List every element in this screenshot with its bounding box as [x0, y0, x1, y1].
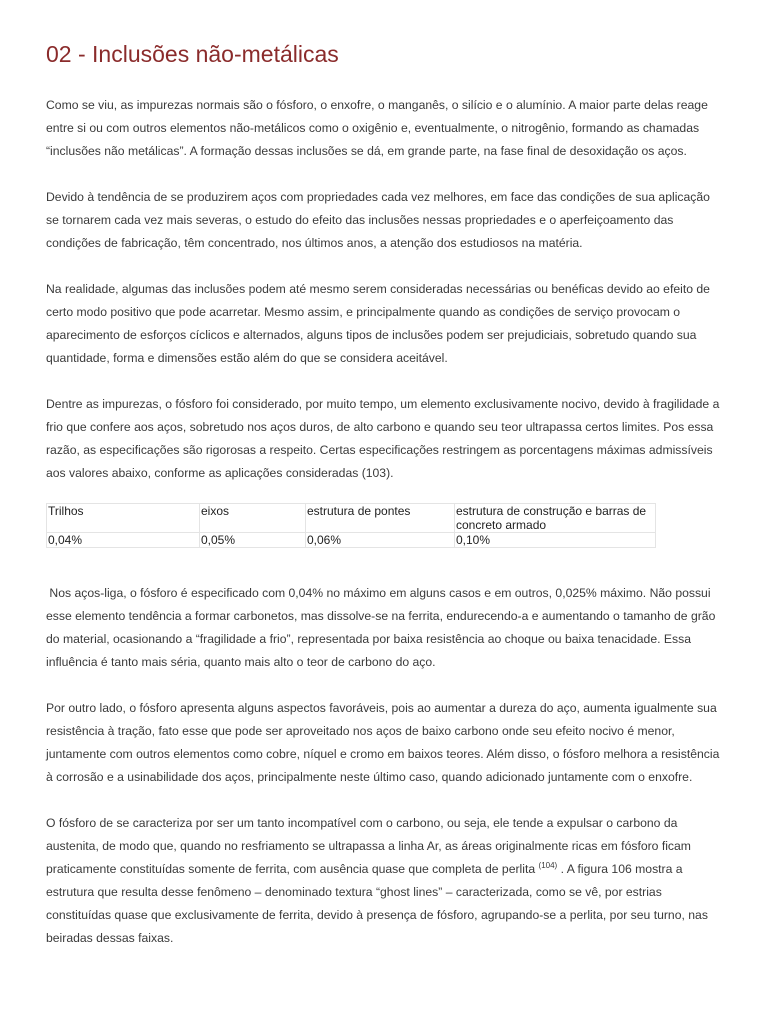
paragraph-5: Nos aços-liga, o fósforo é especificado com 0,04% no máximo em alguns casos e em outros, 0,025% máximo. Não possui esse elemento tendência a formar carbonetos, mas dissolve-se na ferrita, endurecendo-a e aumentando o tamanho de grão do material, ocasionando a “fragilidade a frio”, representada por baixa resistência ao choque ou baixa tenacidade. Essa influência é tanto mais séria, quanto mais alto o teor de carbono do aço.: [46, 586, 719, 669]
paragraph-1: Como se viu, as impurezas normais são o fósforo, o enxofre, o manganês, o silício e o alumínio. A maior parte delas reage entre si ou com outros elementos não-metálicos como o oxigênio e, eventualmente, o nitrogênio, formando as chamadas “inclusões não metálicas”. A formação dessas inclusões se dá, em grande parte, na fase final de desoxidação os aços.: [46, 98, 708, 158]
table-cell: 0,05%: [200, 533, 306, 548]
paragraph-3: Na realidade, algumas das inclusões podem até mesmo serem consideradas necessárias ou benéficas devido ao efeito de certo modo positivo que pode acarretar. Mesmo assim, e principalmente quando as condições de serviço provocam o aparecimento de esforços cíclicos e alternados, alguns tipos de inclusões podem ser prejudiciais, sobretudo quando sua quantidade, forma e dimensões estão além do que se considera aceitável.: [46, 282, 710, 365]
paragraph-7-text-before: O fósforo de se caracteriza por ser um tanto incompatível com o carbono, ou seja, ele tende a expulsar o carbono da austenita, de modo que, quando no resfriamento se ultrapassa a linha Ar, as áreas originalmente ricas em fósforo ficam praticamente constituídas somente de ferrita, com ausência quase que completa de perlita: [46, 816, 691, 876]
phosphorus-limits-table: [46, 503, 656, 548]
paragraph-2: Devido à tendência de se produzirem aços com propriedades cada vez melhores, em face das condições de sua aplicação se tornarem cada vez mais severas, o estudo do efeito das inclusões nessas propriedades e o aperfeiçoamento das condições de fabricação, têm concentrado, nos últimos anos, a atenção dos estudiosos na matéria.: [46, 190, 710, 250]
table-row: [47, 533, 656, 548]
table-header-cell: estrutura de construção e barras de concreto armado: [455, 504, 656, 533]
table-cell: 0,10%: [455, 533, 656, 548]
reference-superscript: (104): [538, 860, 558, 870]
paragraph-7-text-after: . A figura 106 mostra a estrutura que resulta desse fenômeno – denominado textura “ghost lines” – caracterizada, como se vê, por estrias constituídas quase que exclusivamente de ferrita, devido à presença de fósforo, agrupando-se a perlita, por seu turno, nas beiradas dessas faixas.: [46, 862, 708, 945]
paragraph-7: [46, 812, 722, 950]
paragraph-6: Por outro lado, o fósforo apresenta alguns aspectos favoráveis, pois ao aumentar a dureza do aço, aumenta igualmente sua resistência à tração, fato esse que pode ser aproveitado nos aços de baixo carbono onde seu efeito nocivo é menor, juntamente com outros elementos como cobre, níquel e cromo em baixos teores. Além disso, o fósforo melhora a resistência à corrosão e a usinabilidade dos aços, principalmente neste último caso, quando adicionado juntamente com o enxofre.: [46, 701, 720, 784]
table-header-cell: estrutura de pontes: [306, 504, 455, 533]
table-cell: 0,06%: [306, 533, 455, 548]
paragraph-4: Dentre as impurezas, o fósforo foi considerado, por muito tempo, um elemento exclusivamente nocivo, devido à fragilidade a frio que confere aos aços, sobretudo nos aços duros, de alto carbono e quando seu teor ultrapassa certos limites. Pos essa razão, as especificações são rigorosas a respeito. Certas especificações restringem as porcentagens máximas admissíveis aos valores abaixo, conforme as aplicações consideradas (103).: [46, 397, 720, 480]
table-header-row: [47, 504, 656, 533]
table-header-cell: Trilhos: [47, 504, 200, 533]
page-title: 02 - Inclusões não-metálicas: [46, 41, 339, 67]
table-header-cell: eixos: [200, 504, 306, 533]
table-cell: 0,04%: [47, 533, 200, 548]
